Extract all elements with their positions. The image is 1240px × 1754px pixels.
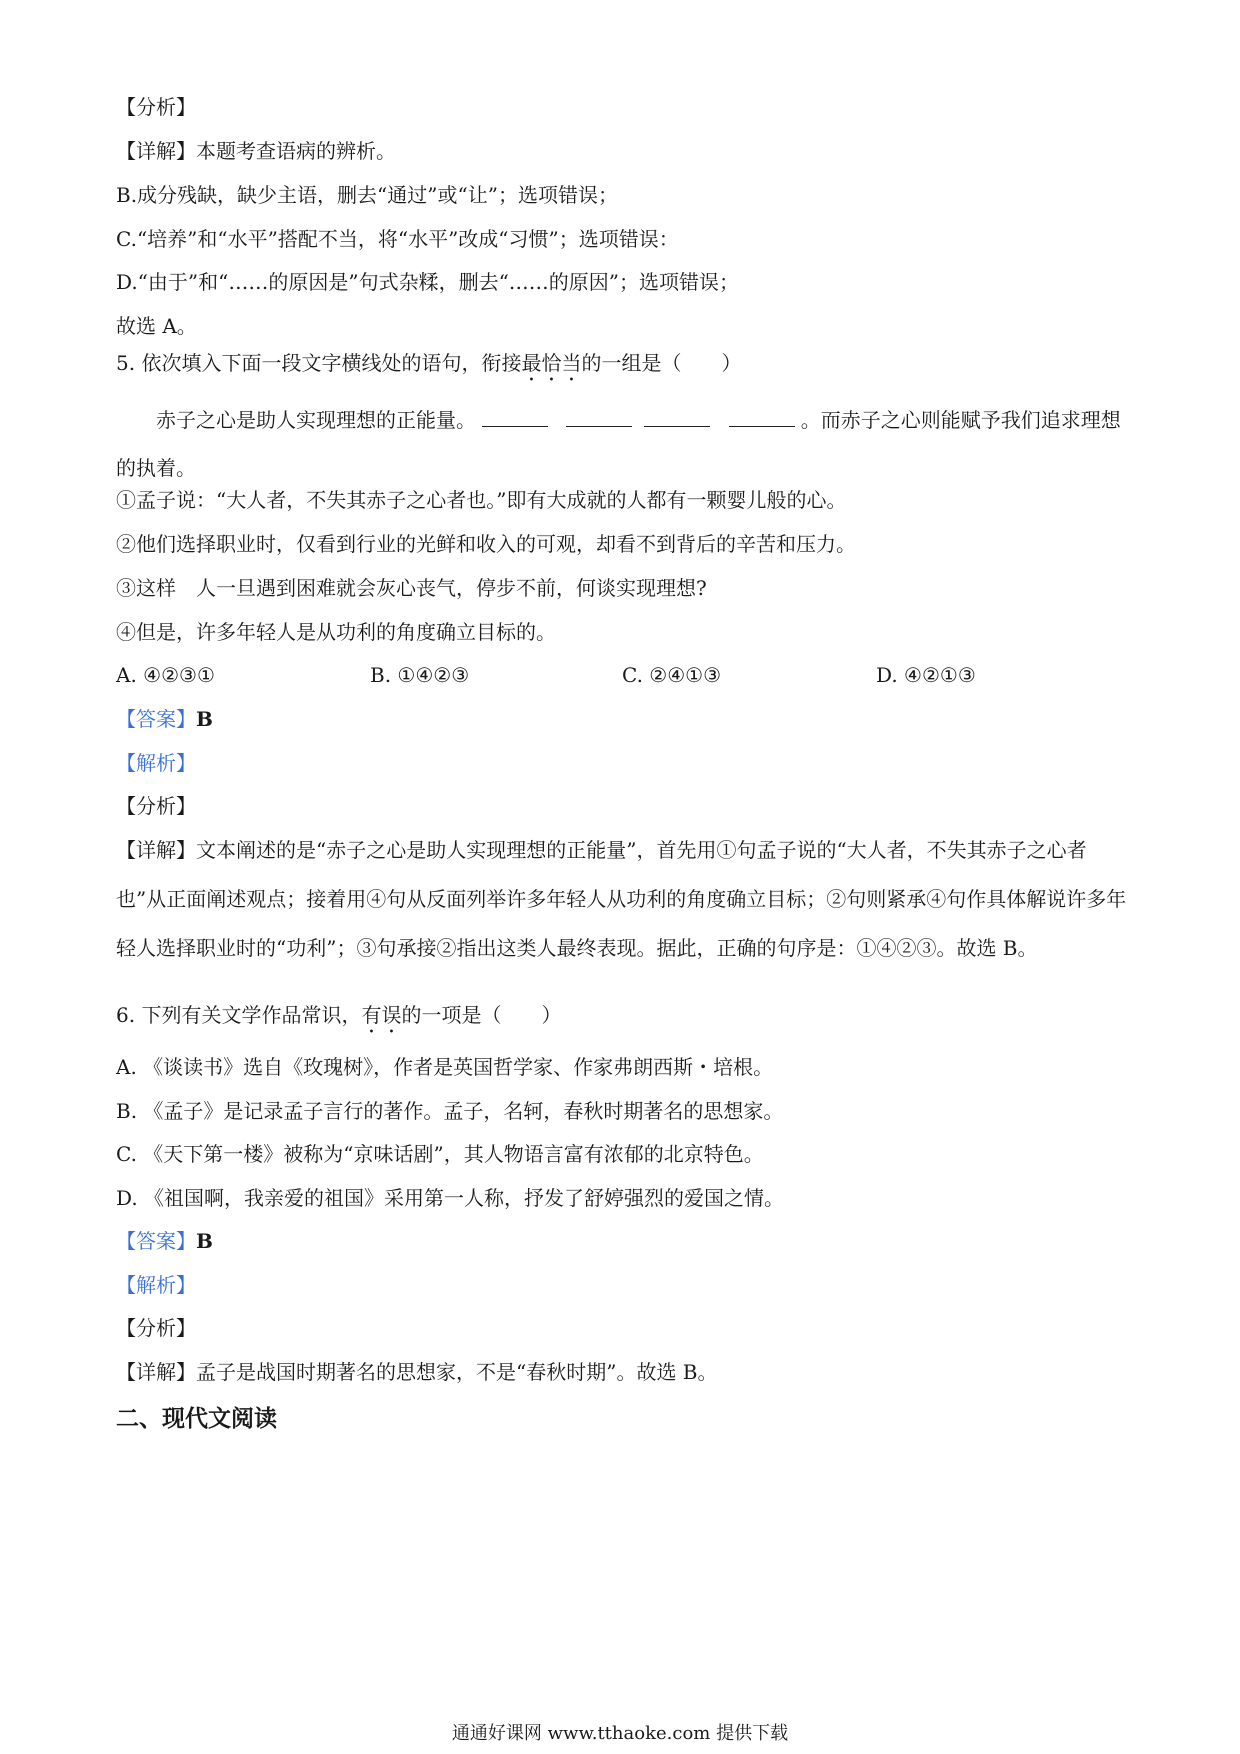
q5-answer-value: B: [196, 707, 213, 731]
q6-option-b: B. 《孟子》是记录孟子言行的著作。孟子，名轲，春秋时期著名的思想家。: [116, 1099, 784, 1123]
q5-option-d: D. ④②①③: [876, 663, 976, 687]
q5-detail: 【详解】文本阐述的是“赤子之心是助人实现理想的正能量”，首先用①句孟子说的“大人者，不失其赤子之心者也”从正面阐述观点；接着用④句从反面列举许多年轻人从功利的角度确立目标；②句则紧承④句作具体解说许多年轻人选择职业时的“功利”；③句承接②指出这类人最终表现。据此，正确的句序是：①④②③。故选 B。: [116, 838, 1127, 960]
q6-stem-before: 6. 下列有关文学作品常识，: [116, 1003, 362, 1027]
q6-answer-value: B: [196, 1229, 213, 1253]
q4-option-d-note: D.“由于”和“……的原因是”句式杂糅，删去“……的原因”；选项错误；: [116, 270, 740, 294]
q5-sentence-2: ②他们选择职业时，仅看到行业的光鲜和收入的可观，却看不到背后的辛苦和压力。: [116, 532, 856, 556]
q6-analysis-label: 【分析】: [116, 1316, 196, 1340]
page-footer: 通通好课网 www.tthaoke.com 提供下载: [451, 1723, 789, 1744]
q5-passage: [116, 396, 1126, 492]
q5-sentence-1: ①孟子说：“大人者，不失其赤子之心者也。”即有大成就的人都有一颗婴儿般的心。: [116, 488, 847, 512]
blank-2: [566, 406, 632, 427]
q5-answer: [116, 705, 213, 733]
q5-passage-end: 。而赤子之心则能赋予我们追求理想的执着。: [116, 408, 1121, 480]
q4-analysis-label: 【分析】: [116, 95, 196, 119]
q6-stem: [116, 1001, 561, 1038]
q6-stem-after: 的一项是（ ）: [401, 1003, 562, 1027]
q6-option-d: D. 《祖国啊，我亲爱的祖国》采用第一人称，抒发了舒婷强烈的爱国之情。: [116, 1186, 785, 1210]
q5-jiexi-label: 【解析】: [116, 751, 196, 775]
q5-stem-emphasis: 最恰当: [521, 351, 582, 375]
q6-jiexi-label: 【解析】: [116, 1273, 196, 1297]
section-heading: 二、现代文阅读: [116, 1406, 277, 1432]
q5-sentence-3: ③这样 人一旦遇到困难就会灰心丧气，停步不前，何谈实现理想?: [116, 576, 707, 600]
q4-conclusion: 故选 A。: [116, 314, 197, 338]
q5-passage-start: 赤子之心是助人实现理想的正能量。: [156, 408, 476, 432]
q5-stem-after: 的一组是（ ）: [581, 351, 742, 375]
q6-answer-label: 【答案】: [116, 1229, 196, 1253]
q6-option-c: C. 《天下第一楼》被称为“京味话剧”，其人物语言富有浓郁的北京特色。: [116, 1142, 764, 1166]
q5-answer-label: 【答案】: [116, 707, 196, 731]
q6-option-a: A. 《谈读书》选自《玫瑰树》，作者是英国哲学家、作家弗朗西斯・培根。: [116, 1055, 774, 1079]
q5-option-c: C. ②④①③: [622, 663, 722, 687]
q4-detail: 【详解】本题考查语病的辨析。: [116, 139, 396, 163]
q5-option-b: B. ①④②③: [370, 663, 470, 687]
q6-answer: [116, 1227, 213, 1255]
q5-sentence-4: ④但是，许多年轻人是从功利的角度确立目标的。: [116, 620, 556, 644]
q6-stem-emphasis: 有误: [361, 1003, 402, 1027]
q4-option-b-note: B.成分残缺，缺少主语，删去“通过”或“让”；选项错误；: [116, 183, 618, 207]
blank-1: [482, 406, 548, 427]
q4-option-c-note: C.“培养”和“水平”搭配不当，将“水平”改成“习惯”；选项错误：: [116, 227, 679, 251]
blank-4: [729, 406, 795, 427]
q5-stem-before: 5. 依次填入下面一段文字横线处的语句，衔接: [116, 351, 522, 375]
blank-3: [644, 406, 710, 427]
q5-stem: [116, 349, 741, 386]
q5-option-a: A. ④②③①: [116, 663, 215, 687]
q5-analysis-label: 【分析】: [116, 794, 196, 818]
q6-detail: 【详解】孟子是战国时期著名的思想家，不是“春秋时期”。故选 B。: [116, 1360, 718, 1384]
